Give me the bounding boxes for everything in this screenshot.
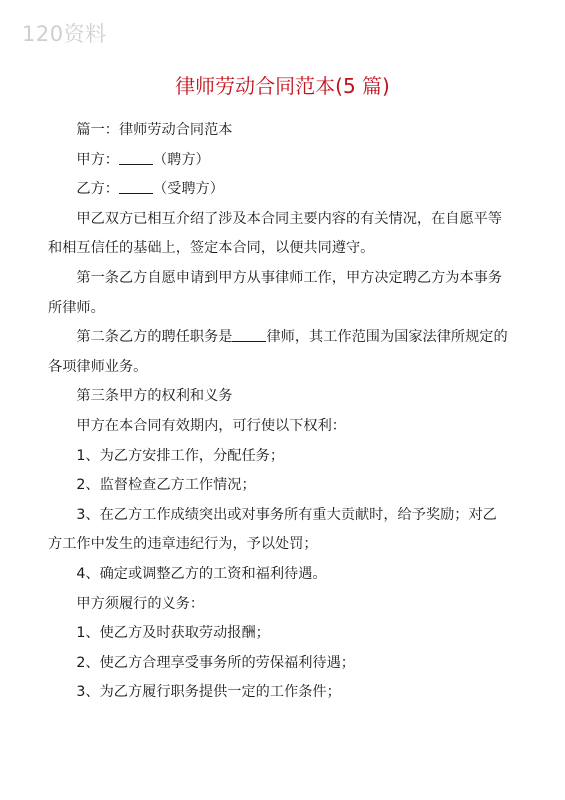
paragraph: 甲方须履行的义务： — [76, 595, 205, 612]
section-heading: 篇一：律师劳动合同范本 — [76, 122, 233, 138]
party-b-blank — [119, 179, 153, 194]
list-item-continued: 方工作中发生的违章违纪行为，予以处罚； — [48, 536, 318, 553]
list-item: 2、监督检查乙方工作情况； — [76, 477, 256, 494]
paragraph: 甲乙双方已相互介绍了涉及本合同主要内容的有关情况，在自愿平等 — [76, 210, 503, 227]
document-body — [48, 116, 518, 708]
position-blank — [232, 327, 266, 342]
party-a-blank — [119, 150, 153, 165]
party-b-role: （受聘方） — [152, 181, 224, 198]
list-item: 4、确定或调整乙方的工资和福利待遇。 — [76, 565, 327, 582]
list-item: 3、在乙方工作成绩突出或对事务所有重大贡献时，给予奖励；对乙 — [76, 506, 497, 523]
party-a-line — [48, 146, 518, 176]
party-a-role: （聘方） — [152, 151, 210, 168]
party-b-line — [48, 175, 518, 205]
clause-heading: 第三条甲方的权利和义务 — [76, 388, 233, 405]
list-item: 1、为乙方安排工作，分配任务； — [76, 447, 285, 464]
list-item: 2、使乙方合理享受事务所的劳保福利待遇； — [76, 654, 355, 671]
party-a-label: 甲方： — [76, 151, 119, 168]
paragraph: 甲方在本合同有效期内，可行使以下权利： — [76, 417, 346, 434]
document-title: 律师劳动合同范本(5 篇) — [175, 74, 390, 98]
paragraph-continued: 所律师。 — [48, 299, 105, 316]
paragraph-continued: 各项律师业务。 — [48, 358, 148, 375]
paragraph — [48, 323, 518, 353]
party-b-label: 乙方： — [76, 181, 119, 198]
clause-text: 第二条乙方的聘任职务是 — [76, 329, 233, 346]
watermark: 120资料 — [22, 22, 107, 46]
list-item: 1、使乙方及时获取劳动报酬； — [76, 625, 270, 642]
paragraph: 第一条乙方自愿申请到甲方从事律师工作，甲方决定聘乙方为本事务 — [76, 269, 503, 286]
clause-text: 律师，其工作范围为国家法律所规定的 — [266, 329, 508, 346]
paragraph-continued: 和相互信任的基础上，签定本合同，以便共同遵守。 — [48, 240, 375, 257]
list-item: 3、为乙方履行职务提供一定的工作条件； — [76, 684, 341, 701]
